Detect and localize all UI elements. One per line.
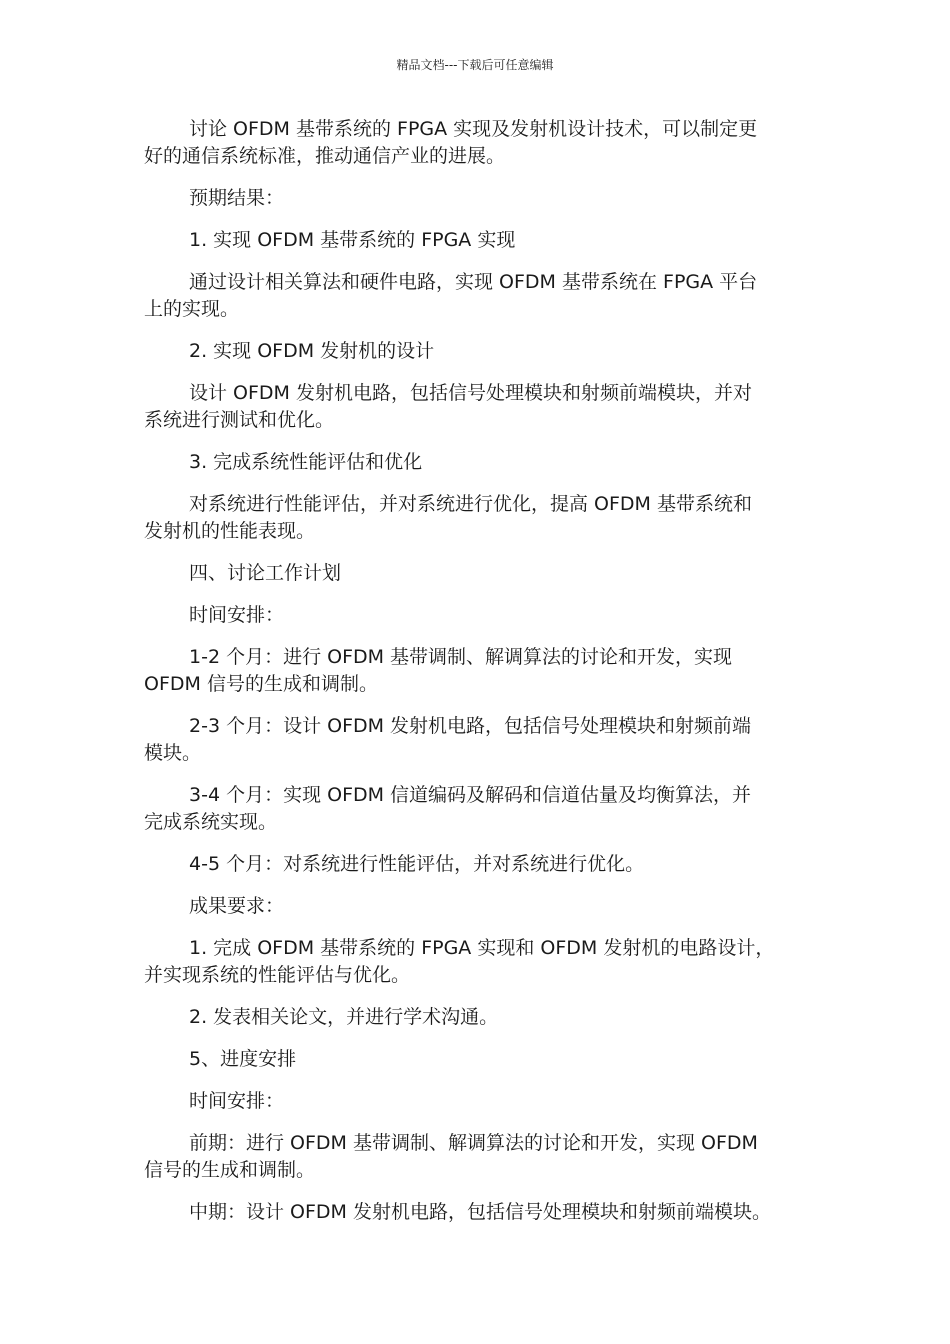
deliverable-item-2: 2. 发表相关论文，并进行学术沟通。: [189, 1006, 499, 1028]
result-item-2-title: 2. 实现 OFDM 发射机的设计: [189, 340, 435, 362]
heading-deliverables: 成果要求：: [189, 895, 285, 917]
paragraph-research-significance: 讨论 OFDM 基带系统的 FPGA 实现及发射机设计技术，可以制定更 好的通信系统标准，推动通信产业的进展。: [144, 118, 758, 167]
section-heading-progress: 5、进度安排: [189, 1048, 297, 1070]
result-item-1-title: 1. 实现 OFDM 基带系统的 FPGA 实现: [189, 229, 516, 251]
result-item-3-body: 对系统进行性能评估，并对系统进行优化，提高 OFDM 基带系统和 发射机的性能表现。: [144, 493, 752, 542]
heading-expected-results: 预期结果：: [189, 187, 285, 209]
result-item-1-body: 通过设计相关算法和硬件电路，实现 OFDM 基带系统在 FPGA 平台 上的实现。: [144, 271, 758, 320]
result-item-2-body: 设计 OFDM 发射机电路，包括信号处理模块和射频前端模块，并对 系统进行测试和优化。: [144, 382, 752, 431]
progress-item-early: 前期：进行 OFDM 基带调制、解调算法的讨论和开发，实现 OFDM 信号的生成和调制。: [144, 1132, 758, 1181]
schedule-item-1: 1-2 个月：进行 OFDM 基带调制、解调算法的讨论和开发，实现 OFDM 信号的生成和调制。: [144, 646, 733, 695]
page-header: 精品文档---下载后可任意编辑: [396, 58, 554, 72]
result-item-3-title: 3. 完成系统性能评估和优化: [189, 451, 423, 473]
schedule-item-3: 3-4 个月：实现 OFDM 信道编码及解码和信道估量及均衡算法，并 完成系统实现。: [144, 784, 752, 833]
heading-schedule-2: 时间安排：: [189, 1090, 285, 1112]
deliverable-item-1: 1. 完成 OFDM 基带系统的 FPGA 实现和 OFDM 发射机的电路设计， 并实现系统的性能评估与优化。: [144, 937, 775, 986]
heading-schedule: 时间安排：: [189, 604, 285, 626]
schedule-item-2: 2-3 个月：设计 OFDM 发射机电路，包括信号处理模块和射频前端 模块。: [144, 715, 752, 764]
progress-item-middle: 中期：设计 OFDM 发射机电路，包括信号处理模块和射频前端模块。: [189, 1201, 771, 1223]
document-body: [144, 116, 808, 1241]
schedule-item-4: 4-5 个月：对系统进行性能评估，并对系统进行优化。: [189, 853, 645, 875]
section-heading-work-plan: 四、讨论工作计划: [189, 562, 342, 584]
